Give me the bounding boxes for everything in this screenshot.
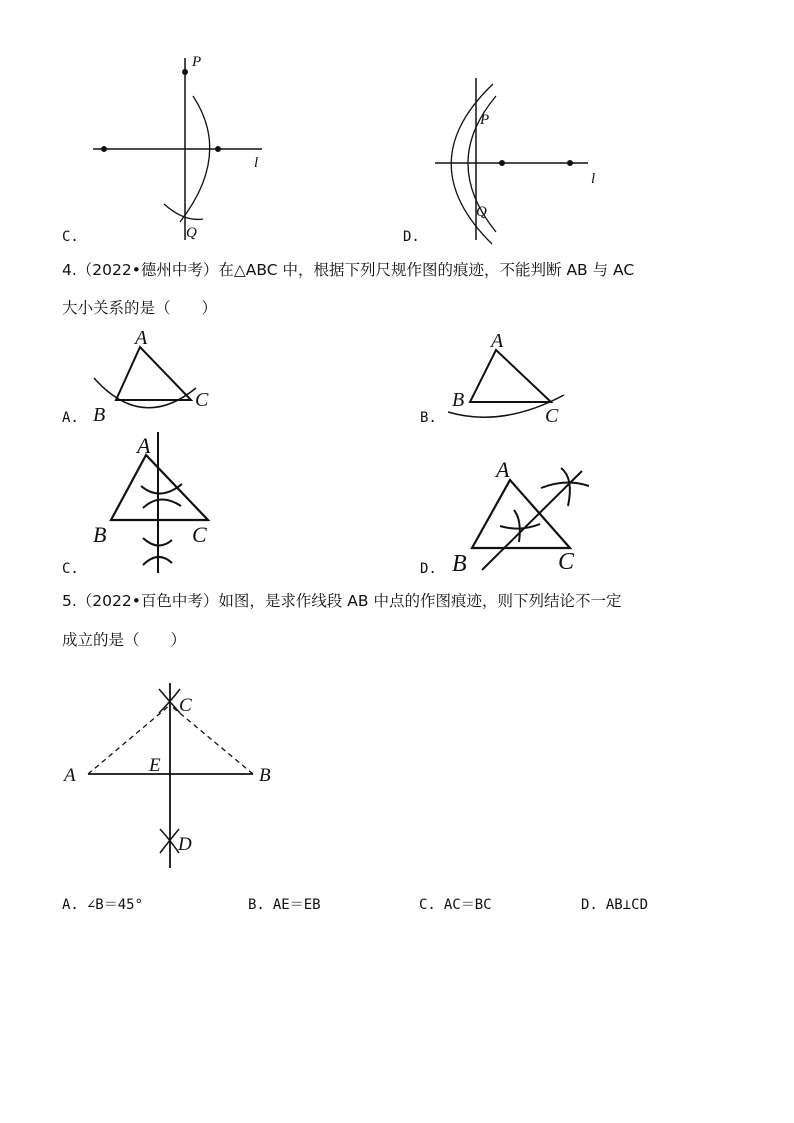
question-4-line1: 4.（2022•德州中考）在△ABC 中，根据下列尺规作图的痕迹，不能判断 AB 与 AC (62, 261, 635, 279)
q5-option-a-text: ∠B＝45° (86, 897, 144, 913)
label-C: C (545, 405, 559, 427)
label-A: A (137, 433, 151, 458)
q4-option-c-letter: C. (62, 561, 79, 577)
label-E: E (149, 755, 161, 776)
question-5-line1: 5.（2022•百色中考）如图，是求作线段 AB 中点的作图痕迹，则下列结论不一定 (62, 592, 622, 610)
q5-option-a-letter: A. (62, 897, 79, 913)
label-D: D (178, 834, 192, 855)
question-4-line2: 大小关系的是（ ） (62, 299, 218, 317)
q4-option-d-letter: D. (420, 561, 437, 577)
label-A: A (135, 327, 148, 349)
label-P: P (192, 54, 202, 70)
option-d-letter: D. (403, 229, 420, 245)
label-A: A (496, 457, 510, 482)
label-C: C (192, 522, 207, 547)
label-Q: Q (476, 204, 487, 220)
q5-option-d-text: AB⊥CD (605, 897, 649, 913)
question-5-line2: 成立的是（ ） (62, 631, 187, 649)
q4-option-a-letter: A. (62, 410, 79, 426)
q5-option-c-letter: C. (419, 897, 436, 913)
q5-option-a[interactable] (62, 898, 143, 912)
q5-option-d-letter: D. (581, 897, 598, 913)
label-B: B (452, 389, 465, 411)
label-C: C (179, 695, 192, 716)
q5-option-b[interactable] (248, 898, 321, 912)
q4-option-b-letter: B. (420, 410, 437, 426)
label-A: A (491, 330, 504, 352)
q5-option-d[interactable] (581, 898, 648, 912)
option-c-letter: C. (62, 229, 79, 245)
label-B: B (93, 404, 106, 426)
q5-option-c[interactable] (419, 898, 492, 912)
label-C: C (558, 549, 575, 575)
label-B: B (452, 551, 467, 577)
label-C: C (195, 389, 209, 411)
q5-option-c-text: AC＝BC (443, 897, 492, 913)
q5-option-b-text: AE＝EB (272, 897, 321, 913)
label-l: l (254, 155, 259, 171)
q5-option-b-letter: B. (248, 897, 265, 913)
label-A: A (64, 765, 76, 786)
label-B: B (93, 522, 107, 547)
label-Q: Q (186, 225, 197, 241)
label-P: P (480, 112, 490, 128)
label-l: l (591, 171, 596, 187)
label-B: B (259, 765, 271, 786)
